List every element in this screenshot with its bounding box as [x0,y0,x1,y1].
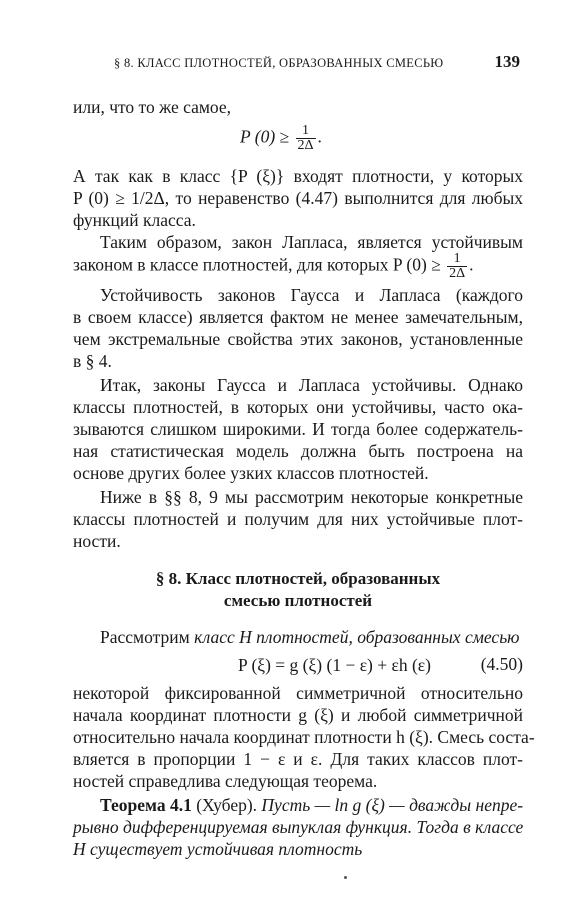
paragraph-line: Ниже в §§ 8, 9 мы рассмотрим некоторые конкретные [100,487,523,507]
paragraph-line: вляется в пропорции 1 − ε и ε. Для таких классов плот- [73,749,523,769]
page-number: 139 [494,52,520,71]
fraction-numerator: 1 [447,252,467,267]
paragraph-line: в § 4. [73,351,112,371]
theorem-attribution: (Хубер). [191,795,262,815]
fraction-denominator: 2Δ [297,138,314,153]
paragraph-line: в своем классе) является фактом не менее замечательным, [73,307,523,327]
paragraph-line: Итак, законы Гаусса и Лапласа устойчивы. Однако [100,375,523,395]
paragraph-line: P (0) ≥ 1/2Δ, то неравенство (4.47) выполнится для любых [73,188,523,208]
formula-4-50: P (ξ) = g (ξ) (1 − ε) + εh (ε) [238,655,431,675]
paragraph-line: ностей справедлива следующая теорема. [73,771,378,791]
inline-text: Рассмотрим [100,627,195,647]
header-title: § 8. КЛАСС ПЛОТНОСТЕЙ, ОБРАЗОВАННЫХ СМЕСЬЮ [114,56,444,70]
paragraph-line: относительно начала координат плотности h (ξ). Смесь соста- [73,727,535,747]
paragraph-line: или, что то же самое, [73,97,232,117]
paragraph-line: классы плотностей и получим для них устойчивые плот- [73,509,523,529]
paragraph-line: функций класса. [73,210,196,230]
fraction-numerator: 1 [296,124,316,139]
running-header [100,52,520,76]
formula-lhs: P (0) ≥ [240,126,290,147]
theorem-text: Пусть — ln g (ξ) — дважды непре- [261,795,524,815]
paragraph-line: основе других более узких классов плотностей. [73,463,429,483]
theorem-label: Теорема 4.1 [100,795,192,815]
page-mark [344,876,347,879]
paragraph-line [73,252,523,281]
inline-italic-text: класс H плотностей, образованных смесью [194,627,520,647]
equation-number: (4.50) [480,654,523,674]
paragraph-line: ности. [73,531,121,551]
section-title: смесью плотностей [223,591,373,610]
paragraph-line: Устойчивость законов Гаусса и Лапласа (каждого [100,285,523,305]
paragraph-line: Таким образом, закон Лапласа, является устойчивым [100,232,523,252]
formula-period: . [317,126,322,147]
theorem-line [100,794,523,816]
theorem-line: рывно дифференцируемая выпуклая функция. Тогда в классе [73,817,524,837]
paragraph-line: классы плотностей, в которых они устойчивы, часто ока- [73,397,523,417]
paragraph-line: некоторой фиксированной симметричной относительно [73,683,523,703]
paragraph-line: А так как в класс {P (ξ)} входят плотности, у которых [73,166,523,186]
inline-text: законом в классе плотностей, для которых P (0) ≥ [73,254,441,275]
fraction-denominator: 2Δ [449,266,466,281]
theorem-line: H существует устойчивая плотность [73,839,363,859]
section-title: § 8. Класс плотностей, образованных [155,569,441,588]
fraction [296,124,316,153]
paragraph-line: зываются слишком широкими. И тогда более содержатель- [73,419,523,439]
paragraph-line: ная статистическая модель должна быть построена на [73,441,523,461]
formula-period: . [469,254,474,275]
paragraph-line: начала координат плотности g (ξ) и любой симметричной [73,705,523,725]
paragraph-line: чем экстремальные свойства этих законов, установленные [73,329,523,349]
fraction [447,252,467,281]
paragraph-line [100,626,523,648]
formula-inequality [240,124,322,153]
